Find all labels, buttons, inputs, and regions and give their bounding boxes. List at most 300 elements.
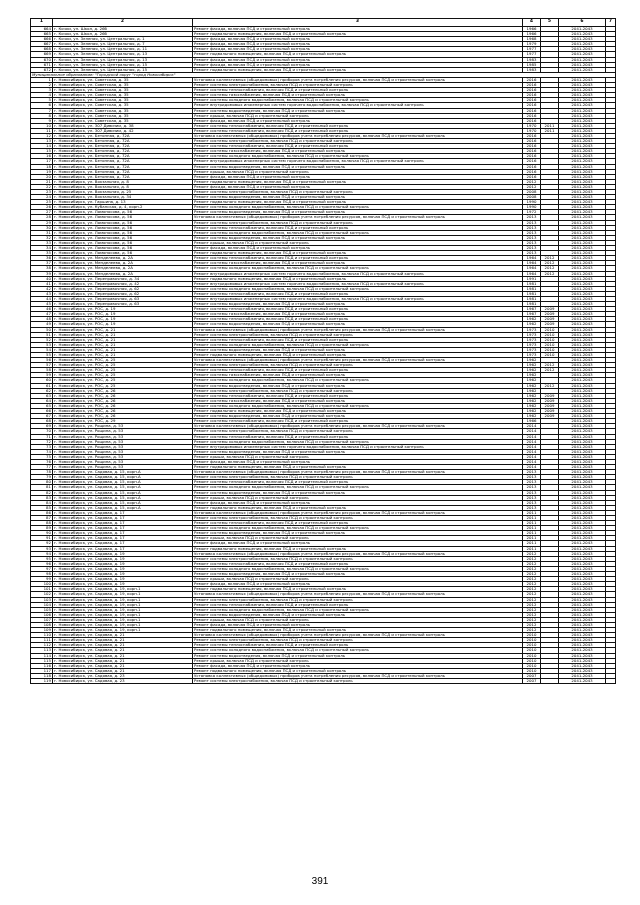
table-row — [31, 470, 616, 475]
address-cell: г. Новосибирск, ул. Ломоносова, д. 56 — [53, 240, 193, 245]
work-type-cell: Ремонт системы электроснабжения, включая ПСД и строительный контроль — [193, 363, 523, 368]
address-cell: г. Новосибирск, ул. РОС, д. 26 — [53, 393, 193, 398]
work-type-cell: Ремонт фасада, включая ПСД и строительный контроль — [193, 47, 523, 52]
planned-period-cell: 2041-2043 — [559, 459, 606, 464]
planned-period-cell: 2041-2043 — [559, 251, 606, 256]
row-number-cell: 4 — [31, 93, 53, 98]
year-built-cell: 2010 — [523, 638, 541, 643]
work-type-cell: Ремонт системы водоотведения, включая ПСД и строительный контроль — [193, 302, 523, 307]
work-type-cell: Ремонт системы холодного водоснабжения, включая ПСД и строительный контроль — [193, 205, 523, 210]
year-built-cell: 1966 — [523, 419, 541, 424]
table-row — [31, 276, 616, 281]
year-built-cell: 1981 — [523, 296, 541, 301]
planned-period-cell: 2041-2043 — [559, 266, 606, 271]
year-built-cell: 2014 — [523, 465, 541, 470]
work-type-cell: Установка коллективных (общедомовых) приборов учета потребления ресурсов, включая ПСД и строительный контроль — [193, 358, 523, 363]
row-number-cell: 82 — [31, 490, 53, 495]
row-number-cell: 116 — [31, 663, 53, 668]
address-cell: г. Новосибирск, ул. Садовая, д. 15, корп.А — [53, 490, 193, 495]
planned-period-cell: 2041-2043 — [559, 215, 606, 220]
table-row — [31, 516, 616, 521]
year-repair-cell: 2009 — [541, 398, 559, 403]
work-type-cell: Ремонт системы холодного водоснабжения, включая ПСД и строительный контроль — [193, 566, 523, 571]
year-built-cell: 1973 — [523, 327, 541, 332]
planned-period-cell: 2041-2043 — [559, 388, 606, 393]
address-cell: г. Новосибирск, ул. РОС, д. 19 — [53, 322, 193, 327]
planned-period-cell: 2041-2043 — [559, 195, 606, 200]
row-number-cell: 50 — [31, 327, 53, 332]
work-type-cell: Ремонт подвального помещения, включая ПСД и строительный контроль — [193, 179, 523, 184]
table-row — [31, 612, 616, 617]
year-built-cell: 2012 — [523, 587, 541, 592]
row-number-cell: 80 — [31, 480, 53, 485]
year-built-cell: 2012 — [523, 577, 541, 582]
table-row — [31, 266, 616, 271]
table-row — [31, 551, 616, 556]
work-type-cell: Ремонт системы холодного водоснабжения, включая ПСД и строительный контроль — [193, 526, 523, 531]
work-type-cell: Ремонт крыши, включая ПСД и строительный контроль — [193, 617, 523, 622]
work-type-cell: Ремонт системы водоотведения, включая ПСД и строительный контроль — [193, 322, 523, 327]
year-built-cell: 2012 — [523, 628, 541, 633]
table-row — [31, 480, 616, 485]
planned-period-cell: 2041-2043 — [559, 531, 606, 536]
year-built-cell: 2011 — [523, 516, 541, 521]
address-cell: г. Кочки, ул. Зеленая, ул. Центральная, д. 15 — [53, 67, 193, 72]
table-row — [31, 490, 616, 495]
row-number-cell: 45 — [31, 302, 53, 307]
year-built-cell: 1964 — [523, 261, 541, 266]
planned-period-cell: 2041-2043 — [559, 327, 606, 332]
table-row — [31, 429, 616, 434]
year-built-cell: 1962 — [523, 383, 541, 388]
table-row — [31, 225, 616, 230]
year-repair-cell: 2011 — [541, 128, 559, 133]
address-cell: г. Новосибирск, ул. Садовая, д. 15, корп.А — [53, 485, 193, 490]
year-built-cell: 2013 — [523, 225, 541, 230]
year-built-cell: 2012 — [523, 602, 541, 607]
year-built-cell: 1962 — [523, 409, 541, 414]
address-cell: г. Новосибирск, ул. Садовая, д. 17 — [53, 526, 193, 531]
row-number-cell: 6 — [31, 103, 53, 108]
work-type-cell: Ремонт внутридомовых инженерных систем горячего водоснабжения, включая ПСД и строительный контроль — [193, 281, 523, 286]
address-cell: г. Новосибирск, ул. РОС, д. 19 — [53, 317, 193, 322]
year-built-cell: 2013 — [523, 505, 541, 510]
row-number-cell: 108 — [31, 622, 53, 627]
work-type-cell: Ремонт системы теплоснабжения, включая ПСД и строительный контроль — [193, 291, 523, 296]
row-number-cell: 48 — [31, 317, 53, 322]
address-cell: г. Новосибирск, ул. Бетонная, д. 72А — [53, 139, 193, 144]
planned-period-cell: 2041-2043 — [559, 628, 606, 633]
work-type-cell: Ремонт системы водоотведения, включая ПСД и строительный контроль — [193, 383, 523, 388]
table-row — [31, 271, 616, 276]
year-repair-cell: 2012 — [541, 363, 559, 368]
year-built-cell: 2013 — [523, 470, 541, 475]
address-cell: г. Новосибирск, ул. Советская, д. 35 — [53, 108, 193, 113]
planned-period-cell: 2041-2043 — [559, 133, 606, 138]
row-number-cell: 36 — [31, 256, 53, 261]
year-built-cell: 2013 — [523, 480, 541, 485]
year-repair-cell: 2010 — [541, 337, 559, 342]
planned-period-cell: 2041-2043 — [559, 556, 606, 561]
address-cell: г. Новосибирск, ул. Переправочная, д. 34 — [53, 276, 193, 281]
work-type-cell: Ремонт системы теплоснабжения, включая ПСД и строительный контроль — [193, 480, 523, 485]
work-type-cell: Ремонт системы электроснабжения, включая ПСД и строительный контроль — [193, 597, 523, 602]
row-number-cell: 47 — [31, 312, 53, 317]
address-cell: г. Новосибирск, ул. Советская, д. 35 — [53, 103, 193, 108]
row-number-cell: 106 — [31, 612, 53, 617]
table-row — [31, 159, 616, 164]
year-repair-cell: 2009 — [541, 414, 559, 419]
year-repair-cell: 2010 — [541, 327, 559, 332]
row-number-cell: 43 — [31, 291, 53, 296]
year-built-cell: 1964 — [523, 271, 541, 276]
work-type-cell: Ремонт системы газоснабжения, включая ПСД и строительный контроль — [193, 149, 523, 154]
row-number-cell: 39 — [31, 271, 53, 276]
planned-period-cell: 2041-2043 — [559, 454, 606, 459]
row-number-cell: 25 — [31, 200, 53, 205]
planned-period-cell: 2041-2043 — [559, 612, 606, 617]
work-type-cell: Ремонт системы теплоснабжения, включая ПСД и строительный контроль — [193, 225, 523, 230]
table-row — [31, 195, 616, 200]
year-built-cell: 2014 — [523, 444, 541, 449]
planned-period-cell: 2041-2043 — [559, 67, 606, 72]
year-repair-cell: 2010 — [541, 342, 559, 347]
row-number-cell: 105 — [31, 607, 53, 612]
row-number-cell: 111 — [31, 638, 53, 643]
table-row — [31, 673, 616, 678]
year-built-cell: 1973 — [523, 337, 541, 342]
empty-cell — [606, 679, 616, 684]
year-built-cell: 2014 — [523, 434, 541, 439]
address-cell: г. Новосибирск, ул. Ломоносова, д. 56 — [53, 230, 193, 235]
work-type-cell: Ремонт системы теплоснабжения, включая ПСД и строительный контроль — [193, 419, 523, 424]
year-built-cell: 2013 — [523, 490, 541, 495]
row-number-cell: 24 — [31, 195, 53, 200]
row-number-cell: 21 — [31, 179, 53, 184]
work-type-cell: Ремонт системы электроснабжения, включая ПСД и строительный контроль — [193, 429, 523, 434]
work-type-cell: Ремонт системы водоотведения, включая ПСД и строительный контроль — [193, 195, 523, 200]
planned-period-cell: 2041-2043 — [559, 424, 606, 429]
work-type-cell: Ремонт внутридомовых инженерных систем горячего водоснабжения, включая ПСД и строительный контроль — [193, 444, 523, 449]
row-number-cell: 8 — [31, 113, 53, 118]
year-built-cell: 1962 — [523, 403, 541, 408]
table-row — [31, 505, 616, 510]
year-built-cell: 2016 — [523, 108, 541, 113]
row-number-cell: 68 — [31, 419, 53, 424]
year-built-cell: 2014 — [523, 439, 541, 444]
planned-period-cell: 2041-2043 — [559, 449, 606, 454]
planned-period-cell: 2041-2043 — [559, 536, 606, 541]
planned-period-cell: 2041-2043 — [559, 240, 606, 245]
address-cell: г. Новосибирск, ул. Ломоносова, д. 56 — [53, 210, 193, 215]
work-type-cell: Ремонт системы газоснабжения, включая ПСД и строительный контроль — [193, 398, 523, 403]
row-number-cell: 74 — [31, 449, 53, 454]
row-number-cell: 110 — [31, 633, 53, 638]
table-row — [31, 597, 616, 602]
work-type-cell: Ремонт подвального помещения, включая ПСД и строительный контроль — [193, 505, 523, 510]
year-built-cell: 1964 — [523, 266, 541, 271]
work-type-cell: Ремонт системы электроснабжения, включая ПСД и строительный контроль — [193, 83, 523, 88]
table-row — [31, 179, 616, 184]
year-built-cell: 2011 — [523, 510, 541, 515]
table-row — [31, 566, 616, 571]
row-number-cell: 85 — [31, 505, 53, 510]
year-built-cell: 2011 — [523, 536, 541, 541]
planned-period-cell: 2041-2043 — [559, 470, 606, 475]
address-cell: г. Новосибирск, ул. Садовая, д. 21 — [53, 643, 193, 648]
address-cell: г. Новосибирск, ул. Садовая, д. 19 — [53, 561, 193, 566]
work-type-cell: Ремонт системы теплоснабжения, включая ПСД и строительный контроль — [193, 521, 523, 526]
planned-period-cell: 2041-2043 — [559, 653, 606, 658]
planned-period-cell: 2041-2043 — [559, 566, 606, 571]
year-built-cell: 2012 — [523, 572, 541, 577]
planned-period-cell: 2041-2043 — [559, 521, 606, 526]
address-cell: г. Новосибирск, ул. РОС, д. 21 — [53, 347, 193, 352]
work-type-cell: Ремонт системы водоотведения, включая ПСД и строительный контроль — [193, 653, 523, 658]
year-built-cell: 2012 — [523, 551, 541, 556]
planned-period-cell: 2041-2043 — [559, 190, 606, 195]
row-number-cell: 93 — [31, 546, 53, 551]
row-number-cell: 18 — [31, 164, 53, 169]
work-type-cell: Ремонт крыши, включая ПСД и строительный контроль — [193, 495, 523, 500]
row-number-cell: 5 — [31, 98, 53, 103]
work-type-cell: Ремонт системы водоотведения, включая ПСД и строительный контроль — [193, 164, 523, 169]
planned-period-cell: 2041-2043 — [559, 42, 606, 47]
row-number-cell: 73 — [31, 444, 53, 449]
header-cell: 5 — [541, 19, 559, 27]
table-row — [31, 572, 616, 577]
year-built-cell: 2012 — [523, 561, 541, 566]
row-number-cell: 94 — [31, 551, 53, 556]
address-cell: г. Новосибирск, ул. Садовая, д. 19 — [53, 582, 193, 587]
year-built-cell: 1966 — [523, 32, 541, 37]
row-number-cell: 57 — [31, 363, 53, 368]
year-built-cell: 2016 — [523, 93, 541, 98]
table-row — [31, 546, 616, 551]
address-cell: г. Новосибирск, ул. РОС, д. 21 — [53, 327, 193, 332]
year-built-cell: 2012 — [523, 622, 541, 627]
work-type-cell: Ремонт фасада, включая ПСД и строительный контроль — [193, 246, 523, 251]
work-type-cell: Установка коллективных (общедомовых) приборов учета потребления ресурсов, включая ПСД и строительный контроль — [193, 510, 523, 515]
table-row — [31, 200, 616, 205]
planned-period-cell: 2041-2043 — [559, 480, 606, 485]
year-built-cell: 2016 — [523, 149, 541, 154]
address-cell: г. Новосибирск, ул. Садовая, д. 19, корп.1 — [53, 628, 193, 633]
address-cell: г. Новосибирск, ул. Вокзальная, д. 8 — [53, 179, 193, 184]
row-number-cell: 28 — [31, 215, 53, 220]
planned-period-cell: 2041-2043 — [559, 139, 606, 144]
row-number-cell: 117 — [31, 668, 53, 673]
header-cell: 6 — [559, 19, 606, 27]
work-type-cell: Ремонт подвального помещения, включая ПСД и строительный контроль — [193, 628, 523, 633]
work-type-cell: Ремонт системы водоотведения, включая ПСД и строительный контроль — [193, 414, 523, 419]
year-built-cell: 2013 — [523, 475, 541, 480]
work-type-cell: Ремонт системы газоснабжения, включая ПСД и строительный контроль — [193, 373, 523, 378]
planned-period-cell: 2041-2043 — [559, 235, 606, 240]
year-built-cell: 2007 — [523, 679, 541, 684]
year-built-cell: 2008 — [523, 190, 541, 195]
year-repair-cell — [541, 679, 559, 684]
work-type-cell: Установка коллективных (общедомовых) приборов учета потребления ресурсов, включая ПСД и строительный контроль — [193, 215, 523, 220]
address-cell: г. Новосибирск, ул. Советская, д. 35 — [53, 83, 193, 88]
address-cell: г. Новосибирск, ул. Бетонная, д. 72А — [53, 164, 193, 169]
address-cell: г. Новосибирск, ул. Садовая, д. 21 — [53, 633, 193, 638]
address-cell: г. Новосибирск, ул. Рощина, д. 53 — [53, 444, 193, 449]
table-row — [31, 261, 616, 266]
table-row — [31, 638, 616, 643]
planned-period-cell: 2041-2043 — [559, 128, 606, 133]
address-cell: г. Новосибирск, ул. Бетонная, д. 72А — [53, 159, 193, 164]
table-row — [31, 144, 616, 149]
work-type-cell: Установка коллективных (общедомовых) приборов учета потребления ресурсов, включая ПСД и строительный контроль — [193, 673, 523, 678]
row-number-cell: 666 — [31, 37, 53, 42]
row-number-cell: 49 — [31, 322, 53, 327]
year-repair-cell: 2012 — [541, 266, 559, 271]
table-row — [31, 439, 616, 444]
planned-period-cell: 2041-2043 — [559, 200, 606, 205]
table-row — [31, 154, 616, 159]
year-built-cell: 1973 — [523, 332, 541, 337]
row-number-cell: 16 — [31, 154, 53, 159]
year-built-cell: 1981 — [523, 286, 541, 291]
work-type-cell: Установка коллективных (общедомовых) приборов учета потребления ресурсов, включая ПСД и строительный контроль — [193, 551, 523, 556]
section-title: Муниципальное образование: "Городской округ "город Новосибирск" — [31, 72, 616, 77]
table-row — [31, 210, 616, 215]
address-cell: г. Новосибирск, ул. Садовая, д. 19 — [53, 551, 193, 556]
planned-period-cell: 2041-2043 — [559, 353, 606, 358]
year-built-cell: 1985 — [523, 62, 541, 67]
planned-period-cell: 2041-2043 — [559, 526, 606, 531]
row-number-cell: 38 — [31, 266, 53, 271]
work-type-cell: Ремонт системы холодного водоснабжения, включая ПСД и строительный контроль — [193, 154, 523, 159]
row-number-cell: 664 — [31, 27, 53, 32]
work-type-cell: Ремонт системы теплоснабжения, включая ПСД и строительный контроль — [193, 256, 523, 261]
row-number-cell: 83 — [31, 495, 53, 500]
table-row — [31, 526, 616, 531]
planned-period-cell: 2041-2043 — [559, 582, 606, 587]
row-number-cell: 112 — [31, 643, 53, 648]
year-built-cell: 1973 — [523, 342, 541, 347]
planned-period-cell: 2041-2043 — [559, 159, 606, 164]
year-built-cell: 1981 — [523, 291, 541, 296]
table-row — [31, 424, 616, 429]
address-cell: г. Новосибирск, ул. Садовая, д. 17 — [53, 531, 193, 536]
row-number-cell: 96 — [31, 561, 53, 566]
address-cell: г. Кочки, ул. Зеленая, ул. Центральная, д. 13 — [53, 57, 193, 62]
address-cell: г. Новосибирск, ул. Переправочная, д. 63 — [53, 296, 193, 301]
table-row — [31, 235, 616, 240]
planned-period-cell: 2041-2043 — [559, 658, 606, 663]
year-built-cell: 2011 — [523, 526, 541, 531]
table-row — [31, 286, 616, 291]
table-row — [31, 602, 616, 607]
year-built-cell: 2014 — [523, 459, 541, 464]
planned-period-cell: 2041-2043 — [559, 113, 606, 118]
work-type-cell: Ремонт подвального помещения, включая ПСД и строительный контроль — [193, 587, 523, 592]
work-type-cell: Ремонт фасада, включая ПСД и строительный контроль — [193, 459, 523, 464]
address-cell: г. Новосибирск, ул. Менделеева, д. 2А — [53, 271, 193, 276]
row-number-cell: 104 — [31, 602, 53, 607]
row-number-cell: 1 — [31, 77, 53, 82]
work-type-cell: Ремонт фасада, включая ПСД и строительный контроль — [193, 27, 523, 32]
row-number-cell: 29 — [31, 220, 53, 225]
work-type-cell: Установка коллективных (общедомовых) приборов учета потребления ресурсов, включая ПСД и строительный контроль — [193, 327, 523, 332]
address-cell: г. Кочки, ул. Школ, д. 26б — [53, 27, 193, 32]
planned-period-cell: 2041-2043 — [559, 419, 606, 424]
planned-period-cell: 2041-2043 — [559, 261, 606, 266]
address-cell: г. Новосибирск, ул. Садовая, д. 21 — [53, 663, 193, 668]
address-cell: г. Новосибирск, ул. Садовая, д. 19, корп.1 — [53, 592, 193, 597]
planned-period-cell: 2041-2043 — [559, 169, 606, 174]
year-built-cell: 2011 — [523, 546, 541, 551]
address-cell: г. Новосибирск, ул. Бетонная, д. 72А — [53, 133, 193, 138]
table-row — [31, 531, 616, 536]
row-number-cell: 119 — [31, 679, 53, 684]
work-type-cell: Ремонт системы холодного водоснабжения, включая ПСД и строительный контроль — [193, 98, 523, 103]
address-cell: г. Новосибирск, ул. Менделеева, д. 2А — [53, 266, 193, 271]
table-body — [31, 19, 616, 684]
table-row — [31, 164, 616, 169]
work-type-cell: Ремонт подвального помещения, включая ПСД и строительный контроль — [193, 52, 523, 57]
address-cell: г. Новосибирск, ул. Ломоносова, д. 56 — [53, 246, 193, 251]
row-number-cell: 46 — [31, 307, 53, 312]
planned-period-cell: 2041-2043 — [559, 597, 606, 602]
year-built-cell: 1962 — [523, 368, 541, 373]
work-type-cell: Установка коллективных (общедомовых) приборов учета потребления ресурсов, включая ПСД и строительный контроль — [193, 77, 523, 82]
row-number-cell: 76 — [31, 459, 53, 464]
address-cell: г. Новосибирск, ул. Садовая, д. 15, корп.А — [53, 475, 193, 480]
year-built-cell: 1962 — [523, 322, 541, 327]
row-number-cell: 10 — [31, 123, 53, 128]
year-built-cell: 2013 — [523, 251, 541, 256]
planned-period-cell: 2041-2043 — [559, 296, 606, 301]
address-cell: г. Кочки, ул. Школ, д. 26б — [53, 32, 193, 37]
row-number-cell: 75 — [31, 454, 53, 459]
year-built-cell: 2013 — [523, 220, 541, 225]
work-type-cell: Ремонт системы теплоснабжения, включая ПСД и строительный контроль — [193, 337, 523, 342]
row-number-cell: 40 — [31, 276, 53, 281]
address-cell: г. Новосибирск, ул. Гаршина, д. 13 — [53, 200, 193, 205]
row-number-cell: 66 — [31, 409, 53, 414]
planned-period-cell: 2041-2043 — [559, 439, 606, 444]
address-cell: г. Новосибирск, ул. Вокзальная, д. 34 — [53, 195, 193, 200]
table-row — [31, 643, 616, 648]
planned-period-cell: 2041-2043 — [559, 307, 606, 312]
year-built-cell: 2014 — [523, 454, 541, 459]
planned-period-cell: 2041-2043 — [559, 256, 606, 261]
address-cell: г. Новосибирск, ул. РОС, д. 29 — [53, 419, 193, 424]
year-built-cell: 2014 — [523, 449, 541, 454]
table-row — [31, 587, 616, 592]
address-cell: г. Новосибирск, ул. Садовая, д. 21 — [53, 648, 193, 653]
address-cell: г. Новосибирск, ул. Переправочная, д. 62 — [53, 291, 193, 296]
work-type-cell: Ремонт системы холодного водоснабжения, включая ПСД и строительный контроль — [193, 439, 523, 444]
year-built-cell: 2012 — [523, 184, 541, 189]
planned-period-cell: 2041-2043 — [559, 358, 606, 363]
row-number-cell: 103 — [31, 597, 53, 602]
address-cell: г. Новосибирск, ул. Переправочная, д. 42 — [53, 281, 193, 286]
address-cell: г. Новосибирск, ул. Рощина, д. 53 — [53, 434, 193, 439]
year-built-cell: 1991 — [523, 276, 541, 281]
row-number-cell: 102 — [31, 592, 53, 597]
planned-period-cell: 2041-2043 — [559, 98, 606, 103]
planned-period-cell: 2041-2043 — [559, 587, 606, 592]
work-type-cell: Ремонт подвального помещения, включая ПСД и строительный контроль — [193, 668, 523, 673]
row-number-cell: 98 — [31, 572, 53, 577]
work-type-cell: Ремонт системы холодного водоснабжения, включая ПСД и строительный контроль — [193, 403, 523, 408]
year-built-cell: 2016 — [523, 154, 541, 159]
address-cell: г. Новосибирск, ул. Ломоносова, д. 56 — [53, 215, 193, 220]
